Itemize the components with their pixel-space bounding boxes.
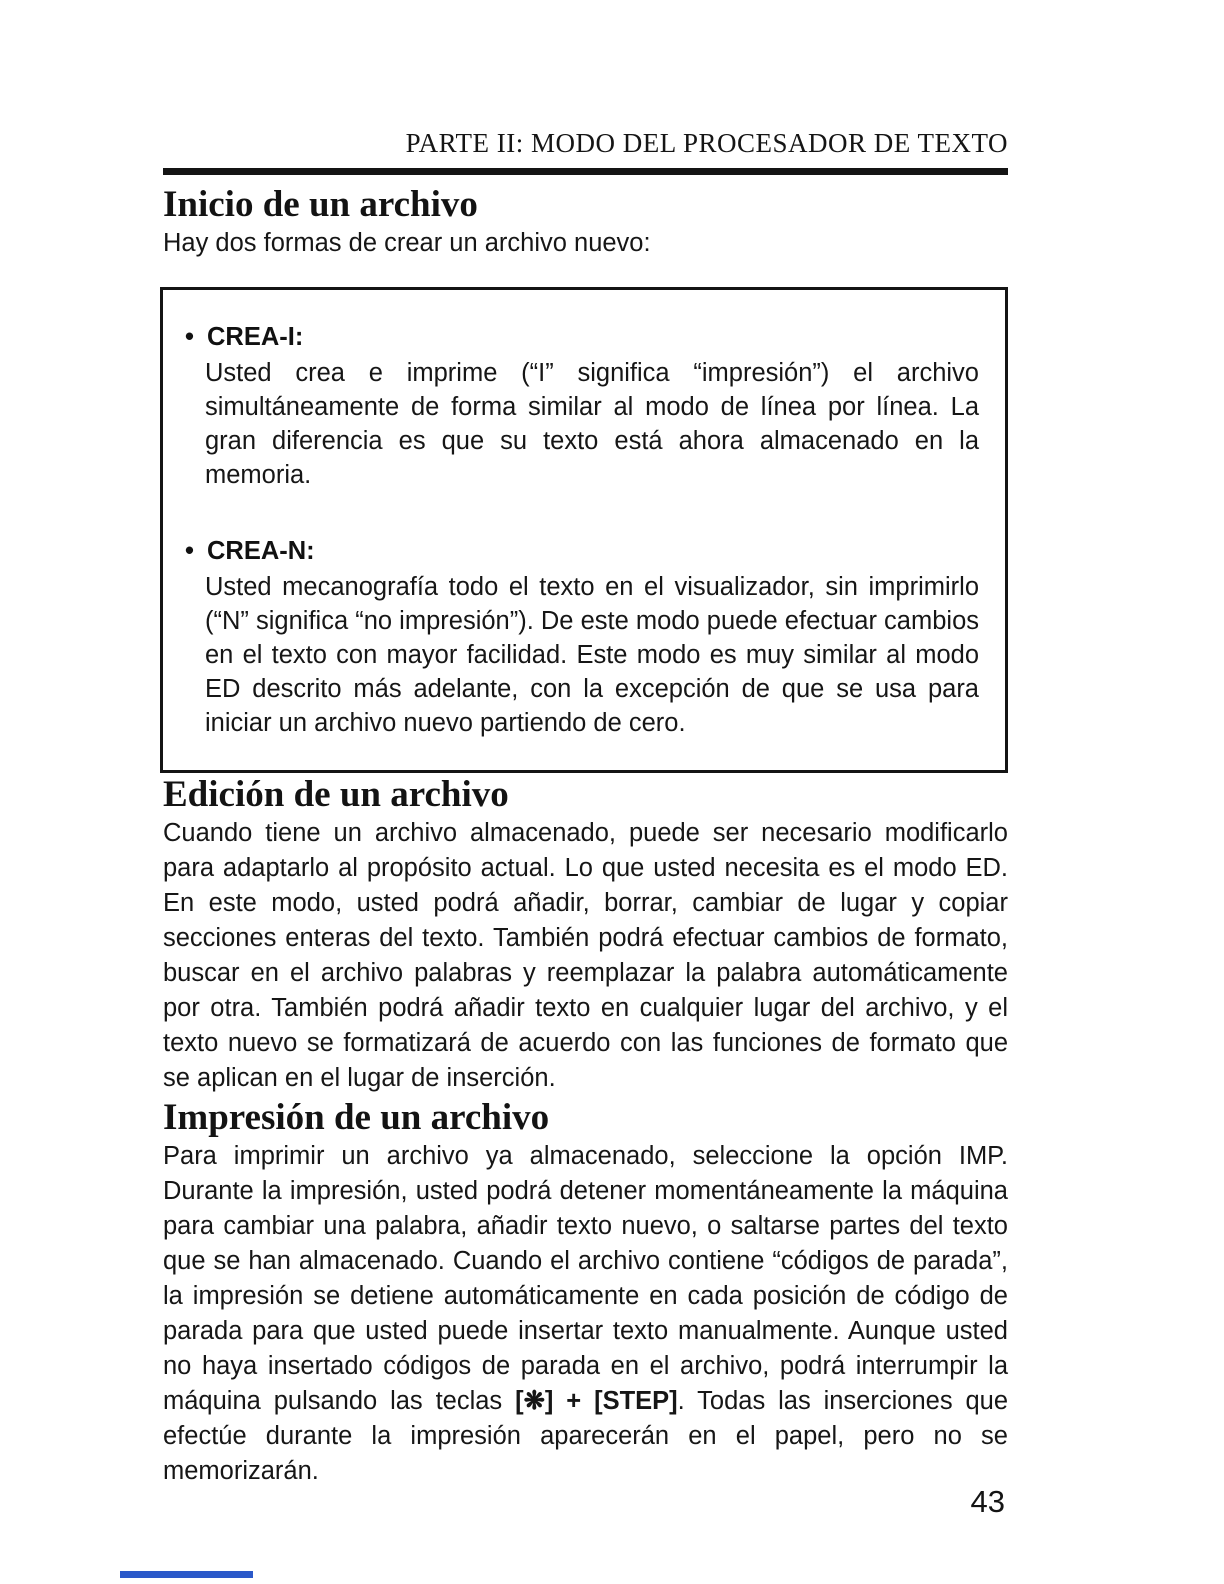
running-header: PARTE II: MODO DEL PROCESADOR DE TEXTO — [405, 128, 1008, 158]
impresion-text-before: Para imprimir un archivo ya almacenado, seleccione la opción IMP. Durante la impresión, usted podrá detener momentáneamente la máquina para cambiar una palabra, añadir texto nuevo, o saltarse partes del texto que se han almacenado. Cuando el archivo contiene “códigos de parada”, la impresión se detiene automáticamente en cada posición de código de parada para que usted puede insertar texto manualmente. Aunque usted no haya insertado códigos de parada en el archivo, podrá interrumpir la máquina pulsando las teclas — [163, 1142, 1008, 1415]
key-combo-label: [❋] + [STEP] — [515, 1387, 678, 1415]
item-body: Usted crea e imprime (“I” significa “impresión”) el archivo simultáneamente de forma similar al modo de línea por línea. La gran diferencia es que su texto está ahora almacenado en la memoria. — [205, 359, 979, 489]
bullet-icon: • — [185, 323, 194, 351]
item-label: CREA-N: — [207, 537, 315, 565]
intro-paragraph: Hay dos formas de crear un archivo nuevo: — [163, 229, 651, 257]
bottom-blue-mark — [120, 1571, 253, 1578]
section-title-inicio: Inicio de un archivo — [163, 184, 478, 225]
crea-options-box — [160, 287, 1008, 773]
item-head — [185, 534, 979, 568]
list-item-crea-n — [185, 534, 979, 740]
impresion-text-after: . Todas las inserciones que efectúe durante la impresión aparecerán en el papel, pero no se memorizarán. — [163, 1387, 1008, 1485]
item-head — [185, 320, 979, 354]
list-item-crea-i — [185, 320, 979, 492]
page-number: 43 — [970, 1484, 1005, 1519]
item-label: CREA-I: — [207, 323, 304, 351]
page-content — [163, 0, 1008, 1489]
section-title-impresion: Impresión de un archivo — [163, 1097, 550, 1138]
impresion-paragraph — [163, 1139, 1008, 1489]
bullet-icon: • — [185, 537, 194, 565]
item-body: Usted mecanografía todo el texto en el visualizador, sin imprimirlo (“N” significa “no impresión”). De este modo puede efectuar cambios en el texto con mayor facilidad. Este modo es muy similar al modo ED descrito más adelante, con la excepción de que se usa para iniciar un archivo nuevo partiendo de cero. — [205, 573, 979, 737]
section-title-edicion: Edición de un archivo — [163, 774, 509, 815]
edicion-paragraph: Cuando tiene un archivo almacenado, puede ser necesario modificarlo para adaptarlo al propósito actual. Lo que usted necesita es el modo ED. En este modo, usted podrá añadir, borrar, cambiar de lugar y copiar secciones enteras del texto. También podrá efectuar cambios de formato, buscar en el archivo palabras y reemplazar la palabra automáticamente por otra. También podrá añadir texto en cualquier lugar del archivo, y el texto nuevo se formatizará de acuerdo con las funciones de formato que se aplican en el lugar de inserción. — [163, 819, 1008, 1092]
header-rule — [163, 168, 1008, 175]
